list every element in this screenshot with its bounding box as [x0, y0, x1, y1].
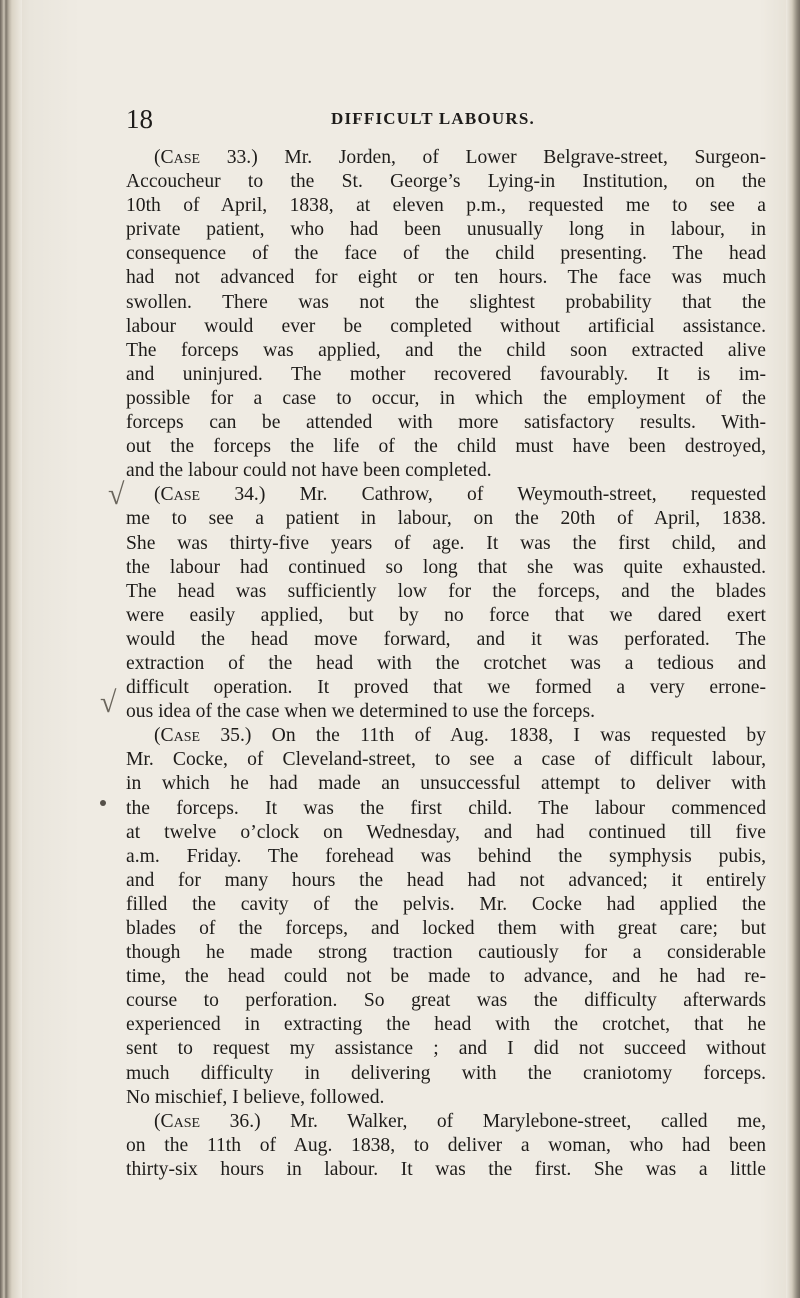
- margin-dot: [100, 800, 106, 806]
- text-line: much difficulty in delivering with the craniotomy forceps.: [126, 1062, 766, 1084]
- binding-shadow: [0, 0, 22, 1298]
- text-line: She was thirty-five years of age. It was the first child, and: [126, 532, 766, 554]
- text-line: a.m. Friday. The forehead was behind the symphysis pubis,: [126, 845, 766, 867]
- text-line: [126, 724, 766, 748]
- page-number: 18: [126, 104, 153, 134]
- case-text: 33.) Mr. Jorden, of Lower Belgrave-street, Surgeon-: [200, 147, 766, 168]
- margin-check-mark: √: [100, 686, 117, 719]
- text-line: consequence of the face of the child presenting. The head: [126, 243, 766, 265]
- text-line: The forceps was applied, and the child soon extracted alive: [126, 339, 766, 361]
- text-line: and uninjured. The mother recovered favourably. It is im-: [126, 363, 766, 385]
- text-line: the labour had continued so long that she was quite exhausted.: [126, 556, 766, 578]
- body-text: [126, 146, 766, 1182]
- text-line: out the forceps the life of the child must have been destroyed,: [126, 436, 766, 458]
- case-paren: (: [154, 147, 161, 168]
- text-line: would the head move forward, and it was perforated. The: [126, 628, 766, 650]
- text-line: sent to request my assistance ; and I did not succeed without: [126, 1038, 766, 1060]
- text-line: labour would ever be completed without artificial assistance.: [126, 315, 766, 337]
- text-line: ous idea of the case when we determined to use the forceps.: [126, 701, 595, 723]
- text-line: though he made strong traction cautiously for a considerable: [126, 942, 766, 964]
- case-label: Case: [160, 725, 201, 747]
- text-line: thirty-six hours in labour. It was the first. She was a little: [126, 1158, 766, 1180]
- text-line: time, the head could not be made to advance, and he had re-: [126, 966, 766, 988]
- case-text: 34.) Mr. Cathrow, of Weymouth-street, requested: [200, 484, 766, 506]
- text-line: were easily applied, but by no force that we dared exert: [126, 604, 766, 626]
- case-label: Case: [160, 484, 201, 506]
- text-line: in which he had made an unsuccessful attempt to deliver with: [126, 773, 766, 795]
- text-line: private patient, who had been unusually long in labour, in: [126, 219, 766, 241]
- text-line: No mischief, I believe, followed.: [126, 1086, 385, 1108]
- text-line: and the labour could not have been completed.: [126, 460, 492, 482]
- text-line: filled the cavity of the pelvis. Mr. Cocke had applied the: [126, 893, 766, 915]
- text-line: at twelve o’clock on Wednesday, and had continued till five: [126, 821, 766, 843]
- page-edge-shadow: [786, 0, 800, 1298]
- case-text: 36.) Mr. Walker, of Marylebone-street, called me,: [200, 1110, 766, 1132]
- text-line: [126, 1110, 766, 1134]
- text-line: blades of the forceps, and locked them with great care; but: [126, 918, 766, 939]
- case-label: Case: [160, 147, 201, 168]
- text-line: 10th of April, 1838, at eleven p.m., requested me to see a: [126, 195, 766, 217]
- text-line: the forceps. It was the first child. The labour commenced: [126, 797, 766, 819]
- margin-check-mark: √: [108, 478, 125, 511]
- text-line: forceps can be attended with more satisfactory results. With-: [126, 412, 766, 434]
- text-line: on the 11th of Aug. 1838, to deliver a woman, who had been: [126, 1134, 766, 1156]
- text-line: swollen. There was not the slightest probability that the: [126, 291, 766, 313]
- text-line: difficult operation. It proved that we formed a very errone-: [126, 677, 766, 699]
- text-line: had not advanced for eight or ten hours. The face was much: [126, 267, 766, 289]
- text-line: possible for a case to occur, in which the employment of the: [126, 387, 766, 409]
- text-line: and for many hours the head had not advanced; it entirely: [126, 869, 766, 891]
- text-line: Accoucheur to the St. George’s Lying-in Institution, on the: [126, 171, 766, 193]
- case-label: Case: [160, 1110, 201, 1132]
- text-line: The head was sufficiently low for the forceps, and the blades: [126, 580, 766, 602]
- text-line: [126, 483, 766, 507]
- case-paren: (: [154, 484, 161, 506]
- page-header: [126, 104, 766, 134]
- running-head: DIFFICULT LABOURS.: [331, 109, 535, 128]
- text-line: me to see a patient in labour, on the 20th of April, 1838.: [126, 508, 766, 530]
- case-paren: (: [154, 725, 161, 747]
- text-line: Mr. Cocke, of Cleveland-street, to see a case of difficult labour,: [126, 749, 766, 771]
- text-line: [126, 146, 766, 170]
- text-line: course to perforation. So great was the difficulty afterwards: [126, 990, 766, 1012]
- case-paren: (: [154, 1110, 161, 1132]
- text-line: experienced in extracting the head with the crotchet, that he: [126, 1014, 766, 1036]
- case-text: 35.) On the 11th of Aug. 1838, I was requested by: [200, 725, 766, 747]
- text-line: extraction of the head with the crotchet was a tedious and: [126, 652, 766, 674]
